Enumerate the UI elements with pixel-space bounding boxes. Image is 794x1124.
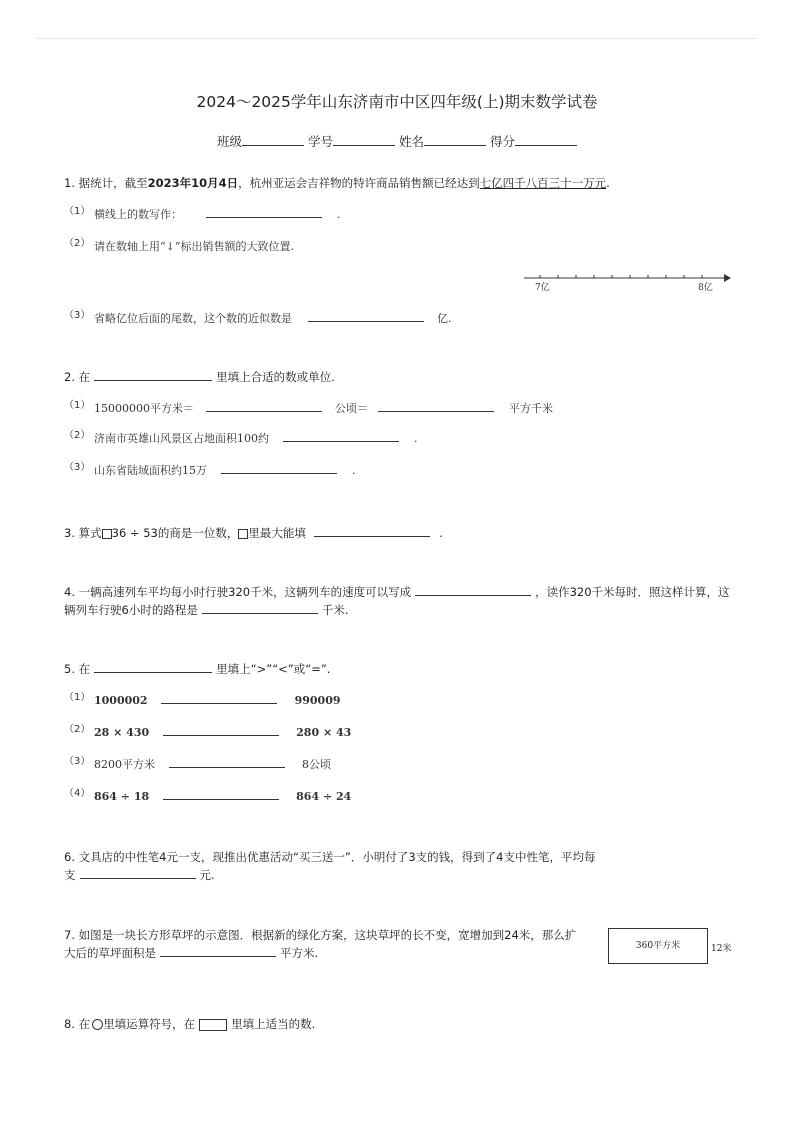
sales-amount: 七亿四千八百三十一万元: [479, 176, 607, 190]
answer-blank[interactable]: [202, 602, 318, 615]
question-2-part-2: （2） 济南市英雄山风景区占地面积100约 .: [64, 430, 418, 445]
question-1: 1. 据统计，截至2023年10月4日，杭州亚运会吉祥物的特许商品销售额已经达到七亿四千八百三十一万元.: [64, 176, 610, 190]
score-label: 得分: [489, 134, 515, 149]
question-4-line-1: 4. 一辆高速列车平均每小时行驶320千米，这辆列车的速度可以写成 ，读作320千米每时．照这样计算，这: [64, 585, 730, 599]
question-2-part-3: （3） 山东省陆域面积约15万 .: [64, 462, 356, 477]
question-6-line-1: 6. 文具店的中性笔4元一支，现推出优惠活动“买三送一”．小明付了3支的钱，得到了4支中性笔，平均每: [64, 850, 596, 864]
question-1-part-2: （2） 请在数轴上用“↓”标出销售额的大致位置.: [64, 238, 294, 253]
student-info: [0, 132, 794, 150]
answer-blank[interactable]: [283, 430, 399, 442]
question-5-part-2: （2） 28 × 430 280 × 43: [64, 724, 352, 739]
answer-blank[interactable]: [161, 692, 277, 704]
id-blank[interactable]: [333, 133, 395, 147]
answer-blank[interactable]: [206, 400, 322, 412]
lawn-width-label: 12米: [711, 944, 732, 954]
answer-blank[interactable]: [308, 310, 424, 322]
answer-blank[interactable]: [378, 400, 494, 412]
question-7-line-2: 大后的草坪面积是 平方米.: [64, 946, 319, 960]
page-title: 2024～2025学年山东济南市中区四年级(上)期末数学试卷: [196, 93, 598, 111]
axis-label-7: 7亿: [535, 283, 550, 293]
class-label: 班级: [216, 134, 242, 149]
answer-blank[interactable]: [163, 788, 279, 800]
question-5-part-4: （4） 864 ÷ 18 864 ÷ 24: [64, 788, 352, 803]
digit-box: [238, 529, 248, 539]
header-rule: [36, 38, 758, 39]
name-blank[interactable]: [424, 133, 486, 147]
number-line[interactable]: [520, 268, 734, 294]
lawn-area-label: 360平方米: [635, 941, 681, 951]
question-4-line-2: 辆列车行驶6小时的路程是 千米.: [64, 603, 349, 617]
question-2-part-1: （1） 15000000平方米＝ 公顷＝ 平方千米: [64, 400, 553, 415]
id-label: 学号: [307, 134, 333, 149]
question-3: 3. 算式 36 ÷ 53的商是一位数， 里最大能填 .: [64, 526, 443, 540]
operator-circle: [92, 1019, 103, 1030]
question-7-line-1: 7. 如图是一块长方形草坪的示意图．根据新的绿化方案，这块草坪的长不变，宽增加到24米，那么扩: [64, 928, 577, 942]
class-blank[interactable]: [242, 133, 304, 147]
lawn-diagram: [608, 928, 708, 964]
number-box: [199, 1019, 227, 1031]
question-1-part-3: （3） 省略亿位后面的尾数，这个数的近似数是 亿.: [64, 310, 452, 325]
score-blank[interactable]: [515, 133, 577, 147]
answer-blank[interactable]: [160, 945, 276, 958]
answer-blank[interactable]: [80, 867, 196, 880]
name-label: 姓名: [398, 134, 424, 149]
question-5: 5. 在 里填上“>”“<”或“=”.: [64, 662, 331, 676]
question-5-part-3: （3） 8200平方米 8公顷: [64, 756, 331, 771]
question-6-line-2: 支 元.: [64, 868, 215, 882]
question-5-part-1: （1） 1000002 990009: [64, 692, 341, 707]
digit-box: [102, 529, 112, 539]
example-blank: [94, 661, 212, 674]
answer-blank[interactable]: [314, 525, 430, 538]
question-8: 8. 在 里填运算符号，在 里填上适当的数.: [64, 1017, 316, 1031]
answer-blank[interactable]: [163, 724, 279, 736]
example-blank: [94, 369, 212, 382]
answer-blank[interactable]: [415, 584, 531, 597]
answer-blank[interactable]: [169, 756, 285, 768]
answer-blank[interactable]: [206, 206, 322, 218]
question-2: 2. 在 里填上合适的数或单位.: [64, 370, 335, 384]
question-1-part-1: （1） 横线上的数写作： .: [64, 206, 341, 221]
axis-label-8: 8亿: [698, 283, 713, 293]
answer-blank[interactable]: [221, 462, 337, 474]
